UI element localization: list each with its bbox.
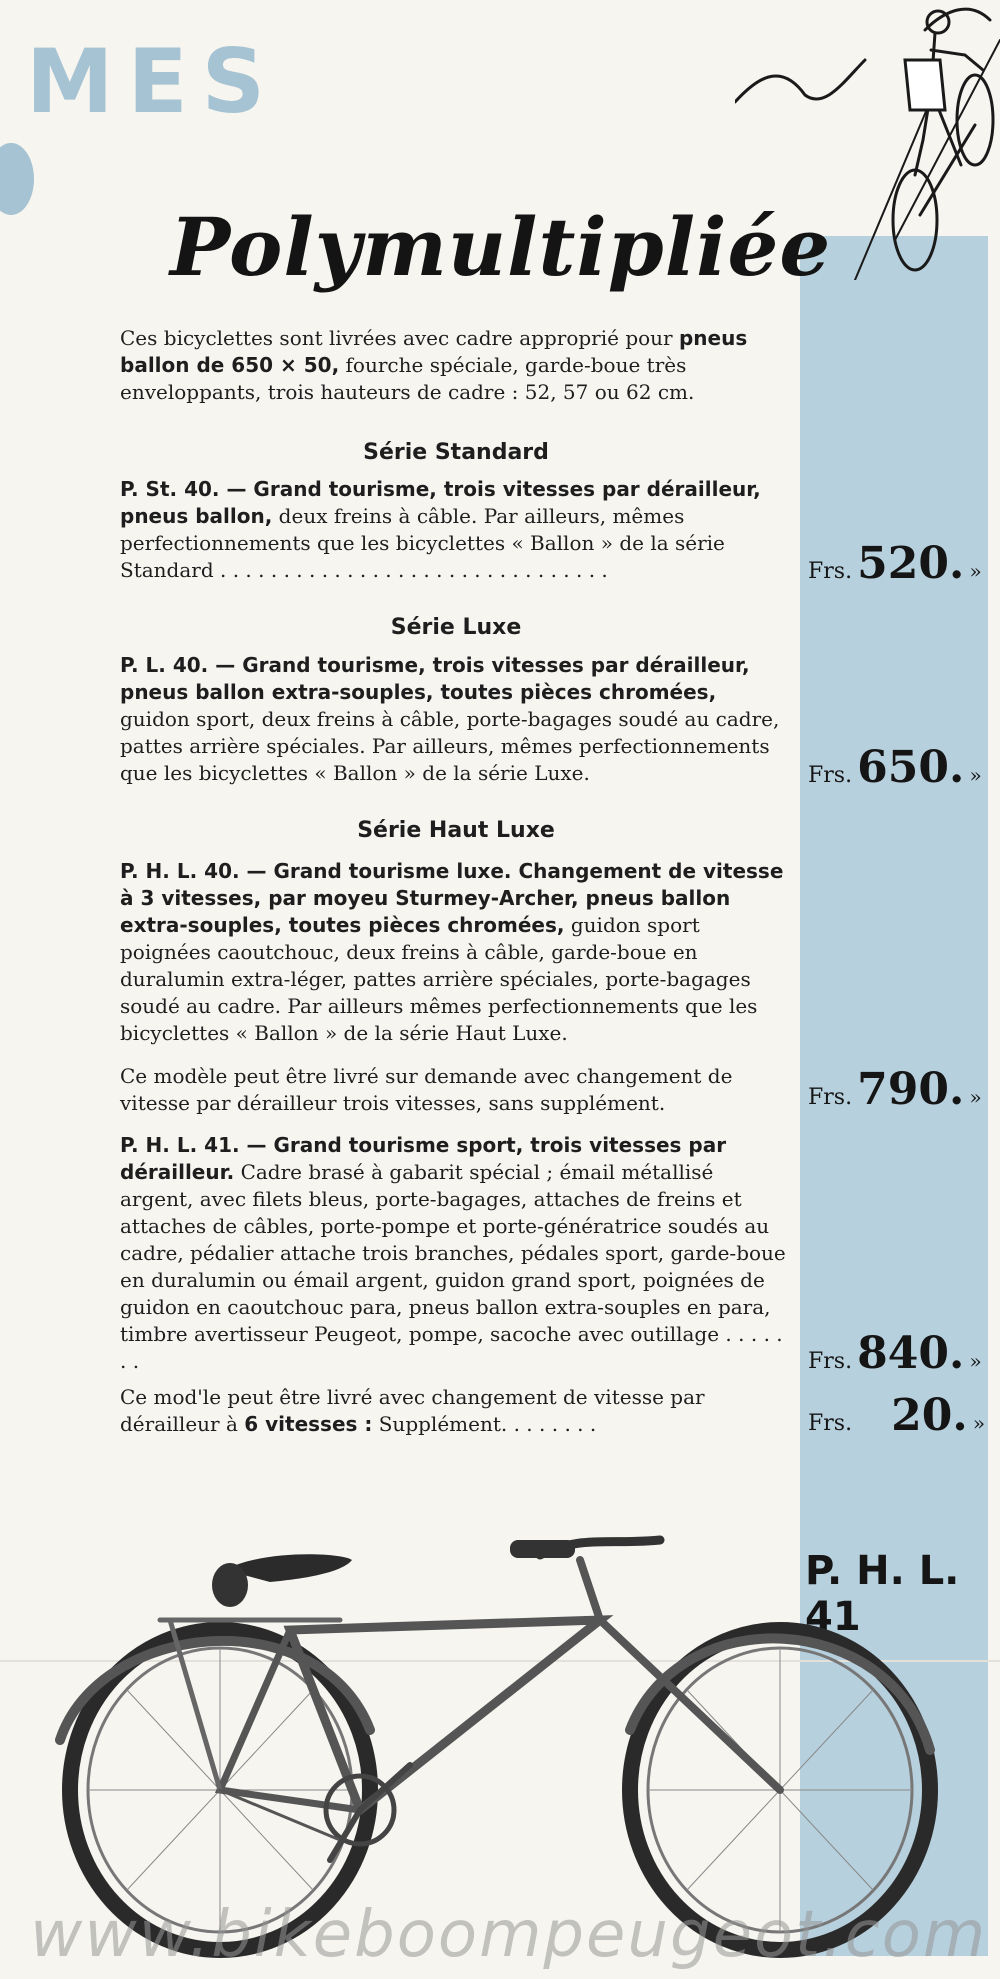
section-heading-luxe: Série Luxe bbox=[390, 615, 522, 640]
section-heading-haut-luxe: Série Haut Luxe bbox=[357, 818, 555, 843]
model-entry-pl40: P. L. 40. — Grand tourisme, trois vitesses par dérailleur, pneus ballon extra-souples, toutes pièces chromées, guidon sport, deux freins à câble, porte-bagages soudé au cadre, pattes arrière spéciales. Par ailleurs, mêmes perfectionnements que les bicyclettes « Ballon » de la série Luxe. bbox=[120, 653, 780, 785]
price-supplement: Frs. 20. » bbox=[808, 1390, 986, 1441]
bicycle-illustration bbox=[40, 1480, 1000, 1970]
price-phl40: Frs. 790. » bbox=[808, 1064, 982, 1115]
model-note-phl40: Ce modèle peut être livré sur demande avec changement de vitesse par dérailleur trois vitesses, sans supplément. bbox=[120, 1064, 733, 1115]
model-note-phl41: Ce mod'le peut être livré avec changement de vitesse par dérailleur à 6 vitesses : Supplément. . . . . . . . bbox=[120, 1385, 705, 1436]
model-entry-phl40: P. H. L. 40. — Grand tourisme luxe. Changement de vitesse à 3 vitesses, par moyeu Sturmey-Archer, pneus ballon extra-souples, toutes pièces chromées, guidon sport poignées caoutchouc, deux freins à câble, garde-boue en duralumin extra-léger, pattes arrière spéciales, porte-bagages soudé au cadre. Par ailleurs mêmes perfectionnements que les bicyclettes « Ballon » de la série Haut Luxe. bbox=[120, 859, 784, 1045]
model-entry-pst40: P. St. 40. — Grand tourisme, trois vitesses par dérailleur, pneus ballon, deux freins à câble. Par ailleurs, mêmes perfectionnements que les bicyclettes « Ballon » de la série Standard . . . . . . . . . . . . . . . . . . . . . . . . . . . . . . . bbox=[120, 477, 761, 582]
intro-paragraph: Ces bicyclettes sont livrées avec cadre approprié pour pneus ballon de 650 × 50, fourche spéciale, garde-boue très enveloppants, trois hauteurs de cadre : 52, 57 ou 62 cm. bbox=[120, 326, 748, 404]
watermark: www.bikeboompeugeot.com bbox=[30, 1898, 988, 1972]
bicycle-model-label: P. H. L. 41 bbox=[805, 1548, 960, 1640]
header-fragment: MES bbox=[26, 30, 280, 133]
model-entry-phl41: P. H. L. 41. — Grand tourisme sport, trois vitesses par dérailleur. Cadre brasé à gabarit spécial ; émail métallisé argent, avec filets bleus, porte-bagages, attaches de freins et attaches de câbles, porte-pompe et porte-génératrice soudés au cadre, pédalier attache trois branches, pédales sport, garde-boue en duralumin ou émail argent, guidon grand sport, poignées de guidon en caoutchouc para, pneus ballon extra-souples en para, timbre avertisseur Peugeot, pompe, sacoche avec outillage . . . . . . . bbox=[120, 1133, 786, 1373]
price-pst40: Frs. 520. » bbox=[808, 538, 982, 589]
price-pl40: Frs. 650. » bbox=[808, 742, 982, 793]
page-title: Polymultipliée bbox=[170, 200, 832, 294]
section-heading-standard: Série Standard bbox=[363, 440, 549, 465]
margin-circle-decoration bbox=[0, 143, 34, 215]
price-phl41: Frs. 840. » bbox=[808, 1328, 982, 1379]
